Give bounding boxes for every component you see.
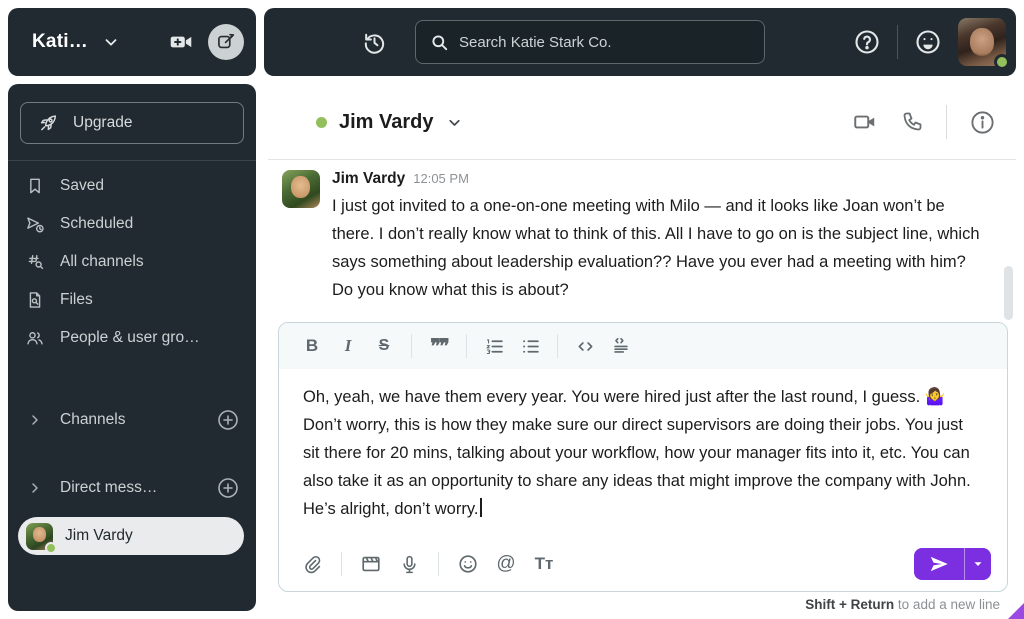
dm-name: Jim Vardy: [65, 527, 133, 544]
workspace-name[interactable]: Kati…: [32, 31, 88, 52]
user-avatar[interactable]: [958, 18, 1006, 66]
chevron-down-icon[interactable]: [446, 114, 463, 131]
toolbar-divider: [341, 552, 342, 576]
sidebar-item-files[interactable]: [8, 281, 256, 319]
send-options-chevron-icon[interactable]: [964, 548, 991, 580]
mention-icon[interactable]: @: [491, 549, 521, 579]
upgrade-button[interactable]: [20, 102, 244, 144]
search-input[interactable]: [459, 34, 750, 51]
formatting-toolbar: [279, 323, 1007, 369]
rocket-icon: [37, 112, 59, 134]
chevron-down-icon[interactable]: [102, 33, 120, 51]
attach-icon[interactable]: [297, 549, 327, 579]
video-call-icon[interactable]: [852, 109, 878, 135]
sidebar-divider: [8, 160, 256, 161]
history-icon[interactable]: [362, 30, 387, 55]
people-icon: [24, 328, 46, 348]
compose-button[interactable]: [208, 24, 244, 60]
message-composer[interactable]: [278, 322, 1008, 592]
sidebar-section-channels[interactable]: [8, 401, 256, 439]
message-timestamp: 12:05 PM: [413, 171, 469, 186]
section-label: Direct mess…: [60, 479, 158, 496]
composer-actions: [279, 541, 1007, 591]
header-rule: [268, 159, 1016, 160]
text-format-icon[interactable]: Tт: [529, 549, 559, 579]
dm-presence-dot: [45, 542, 57, 554]
hint-text: to add a new line: [894, 597, 1000, 612]
new-huddle-button[interactable]: [168, 29, 194, 55]
emoji-icon[interactable]: [453, 549, 483, 579]
toolbar-divider: [411, 334, 412, 358]
topbar-divider: [897, 25, 898, 59]
add-dm-icon[interactable]: [216, 476, 240, 500]
top-bar: [264, 8, 1016, 76]
composer-text: Oh, yeah, we have them every year. You were hired just after the last round, I guess. 🤷‍♀️ Don’t worry, this is how they make sure our direct supervisors are doing their jobs. You just sit there for 20 mins, talking about your workflow, how your manager fits into it, etc. You can also take it as an opportunity to share any ideas that might improve the company with John. He’s alright, don’t worry.: [303, 388, 971, 518]
search-icon: [430, 33, 449, 52]
workspace-header: [8, 8, 256, 76]
user-presence-dot: [994, 54, 1010, 70]
bold-button[interactable]: B: [297, 331, 327, 361]
send-button-group: [914, 548, 991, 580]
text-cursor: [480, 498, 482, 517]
bookmark-icon: [24, 176, 46, 196]
sidebar-item-saved[interactable]: [8, 167, 256, 205]
sidebar-nav: [8, 167, 256, 357]
file-search-icon: [24, 290, 46, 310]
message-author-name[interactable]: Jim Vardy: [332, 170, 406, 187]
message-text: I just got invited to a one-on-one meeting with Milo — and it looks like Joan won’t be there. I don’t really know what to think of this. All I have to go on is the subject line, which says something about leadership evaluation?? Have you ever had a meeting with him? Do you know what this is about?: [332, 197, 980, 299]
phone-call-icon[interactable]: [900, 110, 924, 134]
conversation-header: [264, 84, 1024, 160]
sidebar-item-all-channels[interactable]: [8, 243, 256, 281]
blockquote-button[interactable]: ❞❞: [424, 331, 454, 361]
bullet-list-button[interactable]: [515, 331, 545, 361]
sidebar-item-label: Saved: [60, 177, 104, 194]
scrollbar-thumb[interactable]: [1004, 266, 1013, 320]
ordered-list-button[interactable]: [479, 331, 509, 361]
hint-shortcut: Shift + Return: [805, 597, 895, 612]
strikethrough-button[interactable]: S: [369, 331, 399, 361]
info-icon[interactable]: [969, 109, 996, 136]
code-button[interactable]: [570, 331, 600, 361]
sidebar-item-label: People & user gro…: [60, 329, 200, 346]
channel-browser-icon: [24, 252, 46, 272]
send-later-icon: [24, 214, 46, 234]
chevron-right-icon[interactable]: [24, 412, 46, 428]
toolbar-divider: [438, 552, 439, 576]
sidebar-item-label: All channels: [60, 253, 144, 270]
sidebar-item-scheduled[interactable]: [8, 205, 256, 243]
chevron-right-icon[interactable]: [24, 480, 46, 496]
composer-input[interactable]: [279, 369, 1007, 541]
video-clip-icon[interactable]: [356, 549, 386, 579]
sidebar-dm-jim-vardy[interactable]: [18, 517, 244, 555]
sidebar-item-label: Files: [60, 291, 93, 308]
message-author-avatar[interactable]: [282, 170, 320, 208]
header-divider: [946, 105, 947, 139]
toolbar-divider: [466, 334, 467, 358]
add-channel-icon[interactable]: [216, 408, 240, 432]
sidebar: [8, 84, 256, 611]
emoji-status-icon[interactable]: [914, 28, 942, 56]
sidebar-item-label: Scheduled: [60, 215, 134, 232]
search-bar[interactable]: [415, 20, 765, 64]
newline-hint: [805, 597, 1000, 612]
sidebar-section-direct-messages[interactable]: [8, 469, 256, 507]
italic-button[interactable]: I: [333, 331, 363, 361]
sidebar-item-people[interactable]: [8, 319, 256, 357]
conversation-title[interactable]: Jim Vardy: [339, 110, 434, 133]
presence-dot: [316, 117, 327, 128]
upgrade-label: Upgrade: [73, 114, 133, 131]
code-block-button[interactable]: [606, 331, 636, 361]
help-icon[interactable]: [853, 28, 881, 56]
dm-avatar: [26, 523, 53, 550]
section-label: Channels: [60, 411, 126, 428]
send-button[interactable]: [914, 548, 964, 580]
audio-clip-icon[interactable]: [394, 549, 424, 579]
toolbar-divider: [557, 334, 558, 358]
mouse-cursor: [1008, 603, 1024, 619]
message: [282, 170, 1002, 304]
